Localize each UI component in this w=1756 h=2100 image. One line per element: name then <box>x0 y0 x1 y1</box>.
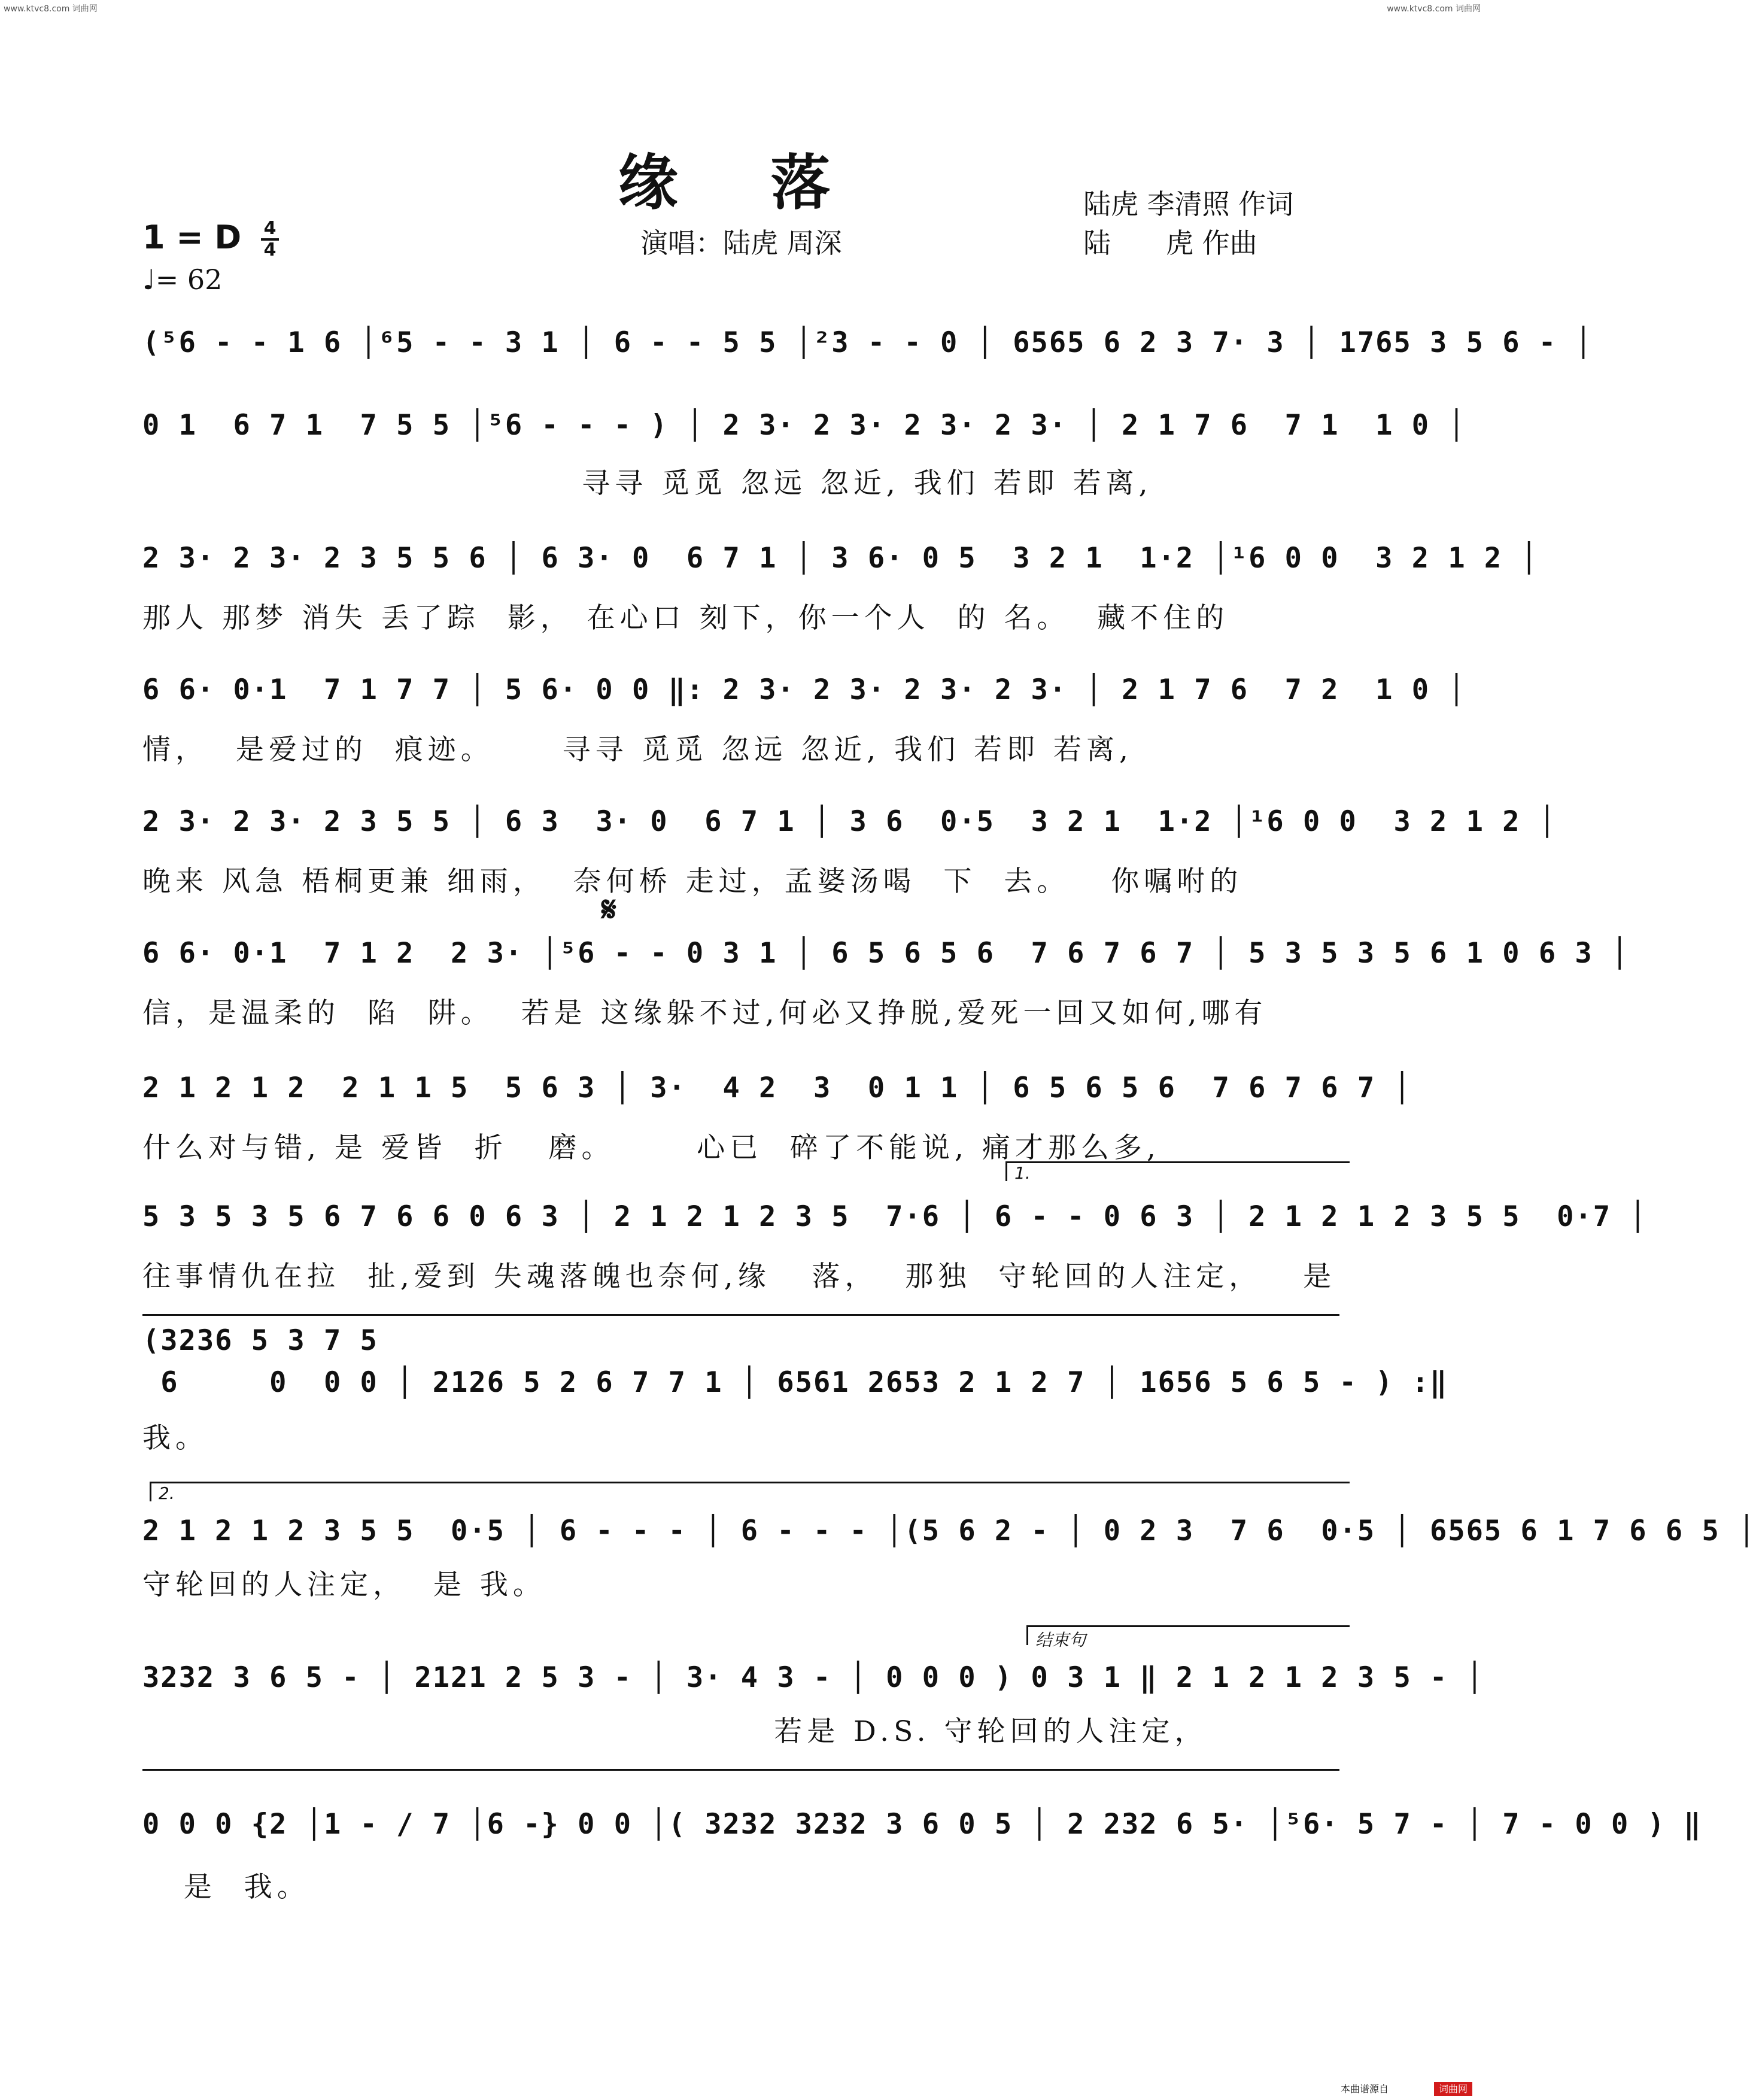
time-top: 4 <box>263 218 277 239</box>
tempo-text: = 62 <box>155 263 223 296</box>
system-2-lyrics: 寻寻 觅觅 忽远 忽近, 我们 若即 若离, <box>142 467 1153 500</box>
key-text: 1 = D <box>142 219 242 256</box>
segno-mark: 𝄋 <box>601 889 616 930</box>
system-7-notes: 2 1 2 1 2 2 1 1 5 5 6 3 │ 3· 4 2 3 0 1 1 │ 6 5 6 5 6 7 6 7 6 7 │ <box>142 1072 1412 1104</box>
ending-phrase-bracket: 结束句 <box>1026 1625 1350 1645</box>
system-1-notes: (⁵6 - - 1 6 │⁶5 - - 3 1 │ 6 - - 5 5 │²3 - - 0 │ 6565 6 2 3 7· 3 │ 1765 3 5 6 - │ <box>142 326 1593 359</box>
song-title: 缘 落 <box>618 147 867 218</box>
system-4-notes: 6 6· 0·1 7 1 7 7 │ 5 6· 0 0 ‖: 2 3· 2 3· 2 3· 2 3· │ 2 1 7 6 7 2 1 0 │ <box>142 673 1466 706</box>
volta-2: 2. <box>150 1482 1350 1501</box>
system-6-lyrics: 信，是温柔的 陷 阱。 若是 这缘躲不过,何必又挣脱,爱死一回又如何,哪有 <box>142 997 1268 1030</box>
system-10-lyrics: 守轮回的人注定， 是 我。 <box>142 1568 546 1601</box>
ossia-line <box>142 1314 1339 1316</box>
footer-source-text: 本曲谱源自 <box>1340 2083 1389 2095</box>
system-9-notes: (3236 5 3 7 5 6 0 0 0 │ 2126 5 2 6 7 7 1 │ 6561 2653 2 1 2 7 │ 1656 5 6 5 - ) :‖ <box>142 1324 1448 1399</box>
footer-badge <box>1434 2081 1472 2095</box>
final-system-line <box>142 1769 1339 1771</box>
system-8-notes: 5 3 5 3 5 6 7 6 6 0 6 3 │ 2 1 2 1 2 3 5 7·6 │ 6 - - 0 6 3 │ 2 1 2 1 2 3 5 5 0·7 │ <box>142 1200 1648 1233</box>
system-4-lyrics: 情， 是爱过的 痕迹。 寻寻 觅觅 忽远 忽近, 我们 若即 若离, <box>142 733 1133 766</box>
singer: 演唱：陆虎 周深 <box>640 227 842 259</box>
site-watermark-left: www.ktvc8.com 词曲网 <box>4 4 98 14</box>
volta-1: 1. <box>1005 1161 1350 1181</box>
composer: 陆 虎 作曲 <box>1083 227 1257 259</box>
system-12-lyrics: 是 我。 <box>142 1871 310 1904</box>
system-8-lyrics: 往事情仇在拉 扯,爱到 失魂落魄也奈何,缘 落， 那独 守轮回的人注定， 是 <box>142 1260 1336 1293</box>
system-2-notes: 0 1 6 7 1 7 5 5 │⁵6 - - - ) │ 2 3· 2 3· 2 3· 2 3· │ 2 1 7 6 7 1 1 0 │ <box>142 409 1466 442</box>
time-bottom: 4 <box>263 239 277 261</box>
system-3-lyrics: 那人 那梦 消失 丢了踪 影， 在心口 刻下，你一个人 的 名。 藏不住的 <box>142 602 1229 635</box>
system-10-notes: 2 1 2 1 2 3 5 5 0·5 │ 6 - - - │ 6 - - - │(5 6 2 - │ 0 2 3 7 6 0·5 │ 6565 6 1 7 6 6 5 │ <box>142 1515 1756 1547</box>
system-5-notes: 2 3· 2 3· 2 3 5 5 │ 6 3 3· 0 6 7 1 │ 3 6 0·5 3 2 1 1·2 │¹6 0 0 3 2 1 2 │ <box>142 805 1557 838</box>
lyricist: 陆虎 李清照 作词 <box>1083 188 1294 220</box>
system-11-notes: 3232 3 6 5 - │ 2121 2 5 3 - │ 3· 4 3 - │ 0 0 0 ) 0 3 1 ‖ 2 1 2 1 2 3 5 - │ <box>142 1661 1484 1694</box>
system-3-notes: 2 3· 2 3· 2 3 5 5 6 │ 6 3· 0 6 7 1 │ 3 6· 0 5 3 2 1 1·2 │¹6 0 0 3 2 1 2 │ <box>142 542 1539 575</box>
quarter-note-icon: ♩ <box>142 263 156 296</box>
footer-site-badge: 词曲网 <box>1434 2082 1472 2096</box>
system-12-notes: 0 0 0 {2 │1 - / 7 │6 -} 0 0 │( 3232 3232 3 6 0 5 │ 2 232 6 5· │⁵6· 5 7 - │ 7 - 0 0 ) ‖ <box>142 1808 1702 1841</box>
system-11-lyrics: 若是 D.S. 守轮回的人注定， <box>142 1715 1208 1748</box>
system-5-lyrics: 晚来 风急 梧桐更兼 细雨， 奈何桥 走过，孟婆汤喝 下 去。 你嘱咐的 <box>142 865 1243 898</box>
site-watermark-right: www.ktvc8.com 词曲网 <box>1387 4 1481 14</box>
system-7-lyrics: 什么对与错, 是 爱皆 折 磨。 心已 碎了不能说, 痛才那么多, <box>142 1131 1160 1164</box>
system-6-notes: 6 6· 0·1 7 1 2 2 3· │⁵6 - - 0 3 1 │ 6 5 6 5 6 7 6 7 6 7 │ 5 3 5 3 5 6 1 0 6 3 │ <box>142 937 1630 970</box>
system-9-lyrics: 我。 <box>142 1422 208 1455</box>
